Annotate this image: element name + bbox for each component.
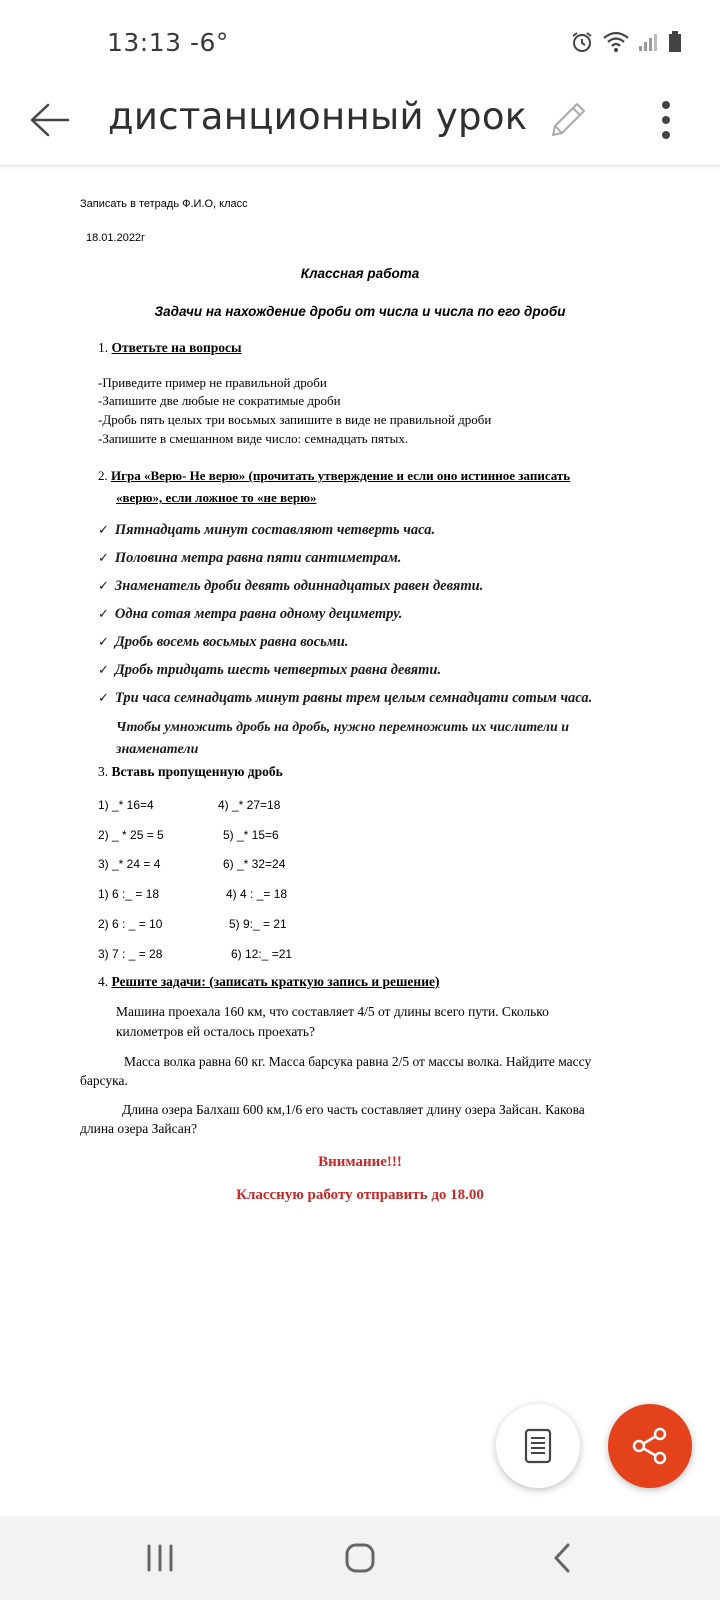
- problem2-line1: Масса волка равна 60 кг. Масса барсука равна 2/5 от массы волка. Найдите массу: [124, 1054, 592, 1069]
- check-icon: ✓: [98, 522, 109, 537]
- statement-item: [98, 662, 441, 679]
- document-page: [0, 166, 720, 1516]
- check-icon: ✓: [98, 634, 109, 649]
- more-vert-icon: [660, 100, 672, 140]
- section4-title: Решите задачи: (записать краткую запись и решение): [111, 974, 440, 989]
- status-icons: [570, 30, 682, 54]
- exercise-item: 3) _* 24 = 4: [98, 857, 161, 871]
- check-icon: ✓: [98, 578, 109, 593]
- exercise-item: 3) 7 : _ = 28: [98, 947, 163, 961]
- section1-line: -Дробь пять целых три восьмых запишите в виде не правильной дроби: [98, 412, 492, 427]
- section2-title-line2: «верю», если ложное то «не верю»: [116, 490, 317, 505]
- exercise-item: 5) 9:_ = 21: [229, 917, 287, 931]
- pencil-icon: [547, 99, 589, 141]
- section1-line: -Приведите пример не правильной дроби: [98, 375, 327, 390]
- back-button[interactable]: [24, 94, 76, 146]
- problem2-line2: барсука.: [80, 1073, 128, 1088]
- statement-text: Три часа семнадцать минут равны трем целым семнадцати сотым часа.: [114, 690, 593, 706]
- statement-text: Одна сотая метра равна одному дециметру.: [114, 606, 403, 622]
- section3-number: 3.: [98, 764, 109, 779]
- arrow-left-icon: [28, 102, 72, 138]
- more-options-button[interactable]: [640, 94, 692, 146]
- check-icon: ✓: [98, 662, 109, 677]
- system-nav-bar: [0, 1516, 720, 1600]
- statement-item: [98, 606, 402, 623]
- problem3-line2: длина озера Зайсан?: [80, 1121, 197, 1136]
- section2-heading: [98, 468, 570, 484]
- problem1-line1: Машина проехала 160 км, что составляет 4/5 от длины всего пути. Сколько: [116, 1004, 549, 1019]
- check-icon: ✓: [98, 550, 109, 565]
- signal-icon: [638, 31, 660, 53]
- document-icon: [524, 1428, 552, 1464]
- exercise-item: 6) 12:_ =21: [231, 947, 293, 961]
- exercise-item: 1) _* 16=4: [98, 798, 154, 812]
- statement-text: Знаменатель дроби девять одиннадцатых равен девяти.: [114, 578, 484, 594]
- page-title: дистанционный урок: [108, 95, 528, 138]
- rule-line2: знаменатели: [116, 742, 199, 757]
- exercise-item: 4) 4 : _= 18: [226, 887, 288, 901]
- header-note: Записать в тетрадь Ф.И.О, класс: [80, 198, 248, 210]
- recent-apps-icon: [145, 1544, 175, 1572]
- exercise-item: 6) _* 32=24: [223, 857, 286, 871]
- system-back-button[interactable]: [532, 1532, 592, 1584]
- statement-item: [98, 550, 401, 567]
- statement-item: [98, 690, 592, 707]
- status-time: [107, 28, 229, 57]
- status-clock: 13:13: [107, 28, 182, 57]
- statement-item: [98, 522, 435, 539]
- check-icon: ✓: [98, 606, 109, 621]
- statement-text: Пятнадцать минут составляют четверть часа.: [114, 522, 436, 538]
- section1-title: Ответьте на вопросы: [111, 340, 242, 355]
- rule-line1: Чтобы умножить дробь на дробь, нужно перемножить их числители и: [116, 720, 570, 735]
- section3-heading: [98, 764, 283, 780]
- chevron-left-icon: [552, 1542, 572, 1574]
- recent-apps-button[interactable]: [130, 1532, 190, 1584]
- document-date: 18.01.2022г: [86, 232, 146, 244]
- battery-icon: [668, 31, 682, 53]
- document-subtitle: Задачи на нахождение дроби от числа и числа по его дроби: [154, 304, 566, 319]
- exercise-item: 5) _* 15=6: [223, 828, 279, 842]
- alarm-icon: [570, 30, 594, 54]
- edit-button[interactable]: [542, 94, 594, 146]
- section4-number: 4.: [98, 974, 109, 989]
- section1-line: -Запишите две любые не сократимые дроби: [98, 393, 341, 408]
- app-bar: [0, 80, 720, 166]
- exercise-item: 4) _* 27=18: [218, 798, 281, 812]
- exercise-item: 1) 6 :_ = 18: [98, 887, 160, 901]
- problem3-line1: Длина озера Балхаш 600 км,1/6 его часть составляет длину озера Зайсан. Какова: [122, 1102, 585, 1117]
- section2-title-line1: Игра «Верю- Не верю» (прочитать утверждение и если оно истинное записать: [111, 468, 571, 483]
- section2-number: 2.: [98, 468, 108, 483]
- exercise-item: 2) 6 : _ = 10: [98, 917, 163, 931]
- section1-line: -Запишите в смешанном виде число: семнадцать пятых.: [98, 431, 409, 446]
- status-temperature: -6°: [190, 28, 229, 57]
- document-view-button[interactable]: [496, 1404, 580, 1488]
- exercise-item: 2) _ * 25 = 5: [98, 828, 164, 842]
- check-icon: ✓: [98, 690, 109, 705]
- problem1-line2: километров ей осталось проехать?: [116, 1024, 316, 1039]
- section1-number: 1.: [98, 340, 109, 355]
- share-button[interactable]: [608, 1404, 692, 1488]
- statement-item: [98, 634, 348, 651]
- statement-text: Половина метра равна пяти сантиметрам.: [114, 550, 402, 566]
- wifi-icon: [602, 31, 630, 53]
- statement-text: Дробь восемь восьмых равна восьми.: [114, 634, 349, 650]
- document-title: Классная работа: [300, 266, 420, 281]
- attention-text: Внимание!!!: [318, 1154, 402, 1170]
- section1-heading: [98, 340, 242, 356]
- statement-item: [98, 578, 483, 595]
- statement-text: Дробь тридцать шесть четвертых равна девяти.: [114, 662, 442, 678]
- section3-title: Вставь пропущенную дробь: [111, 764, 283, 779]
- home-button[interactable]: [330, 1532, 390, 1584]
- section4-heading: [98, 974, 439, 990]
- deadline-text: Классную работу отправить до 18.00: [236, 1187, 484, 1203]
- share-icon: [630, 1426, 670, 1466]
- status-bar: [0, 0, 720, 80]
- home-icon: [344, 1542, 376, 1574]
